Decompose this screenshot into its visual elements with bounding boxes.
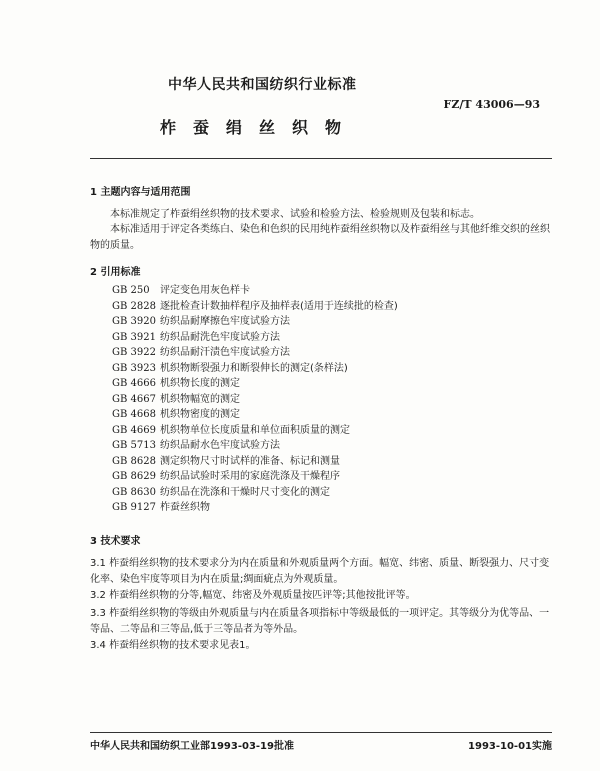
reference-title: 机织物密度的测定 (160, 409, 240, 420)
reference-title: 机织物单位长度质量和单位面积质量的测定 (160, 424, 350, 436)
reference-title: 纺织品耐摩擦色牢度试验方法 (160, 316, 290, 327)
reference-item (112, 500, 398, 516)
reference-item (112, 299, 398, 315)
reference-code: GB 8628 (112, 455, 156, 467)
reference-item (112, 283, 398, 299)
reference-title: 纺织品耐洗色牢度试验方法 (160, 331, 280, 343)
document-title: 柞蚕绢丝织物 (160, 118, 359, 137)
clause-3-2: 3.2 柞蚕绢丝织物的分等,幅宽、纬密及外观质量按匹评等;其他按批评等。 (90, 590, 416, 601)
reference-title: 机织物断裂强力和断裂伸长的测定(条样法) (160, 362, 348, 374)
reference-title: 测定织物尺寸时试样的准备、标记和测量 (160, 455, 340, 467)
reference-list (112, 283, 398, 516)
reference-item (112, 361, 398, 377)
reference-code: GB 3920 (112, 316, 156, 327)
reference-title: 评定变色用灰色样卡 (160, 285, 250, 296)
clause-3-1: 3.1 柞蚕绢丝织物的技术要求分为内在质量和外观质量两个方面。幅宽、纬密、质量、断裂强力、尺寸变化率、染色牢度等项目为内在质量;绸面疵点为外观质量。 (90, 558, 550, 585)
reference-code: GB 3922 (112, 347, 156, 358)
reference-title: 逐批检查计数抽样程序及抽样表(适用于连续批的检查) (160, 300, 398, 312)
reference-item (112, 454, 398, 470)
section-2-heading: 2 引用标准 (90, 267, 141, 278)
reference-code: GB 4669 (112, 424, 156, 436)
section-1-paragraph-2: 本标准适用于评定各类练白、染色和色织的民用纯柞蚕绢丝织物以及柞蚕绢丝与其他纤维交织的丝织物的质量。 (90, 224, 550, 251)
reference-title: 柞蚕丝织物 (160, 502, 210, 513)
reference-item (112, 438, 398, 454)
reference-code: GB 4666 (112, 378, 156, 389)
reference-title: 机织物幅宽的测定 (160, 393, 240, 405)
reference-title: 纺织品试验时采用的家庭洗涤及干燥程序 (160, 471, 340, 482)
reference-code: GB 250 (112, 285, 150, 296)
reference-code: GB 8630 (112, 486, 156, 498)
reference-item (112, 423, 398, 439)
reference-item (112, 392, 398, 408)
approval-line: 中华人民共和国纺织工业部1993-03-19批准 (90, 741, 294, 752)
reference-item (112, 314, 398, 330)
section-1-paragraph-1: 本标准规定了柞蚕绢丝织物的技术要求、试验和检验方法、检验规则及包装和标志。 (110, 209, 480, 220)
standard-number: FZ/T 43006—93 (443, 98, 540, 111)
reference-item (112, 345, 398, 361)
org-title: 中华人民共和国纺织行业标准 (168, 77, 357, 93)
reference-item (112, 407, 398, 423)
reference-code: GB 8629 (112, 471, 156, 482)
section-3-heading: 3 技术要求 (90, 536, 141, 547)
reference-code: GB 3921 (112, 331, 156, 343)
reference-title: 纺织品耐水色牢度试验方法 (160, 440, 280, 451)
reference-code: GB 5713 (112, 440, 156, 451)
reference-item (112, 485, 398, 501)
reference-title: 机织物长度的测定 (160, 378, 240, 389)
reference-code: GB 4667 (112, 393, 156, 405)
effective-date: 1993-10-01实施 (468, 741, 552, 752)
reference-item (112, 376, 398, 392)
reference-title: 纺织品在洗涤和干燥时尺寸变化的测定 (160, 486, 330, 498)
clause-3-3: 3.3 柞蚕绢丝织物的等级由外观质量与内在质量各项指标中等级最低的一项评定。其等级分为优等品、一等品、二等品和三等品,低于三等品者为等外品。 (90, 608, 550, 635)
reference-code: GB 2828 (112, 300, 156, 312)
reference-item (112, 330, 398, 346)
top-rule (90, 158, 552, 159)
section-1-heading: 1 主题内容与适用范围 (90, 187, 191, 198)
bottom-rule (90, 732, 552, 733)
reference-title: 纺织品耐汗渍色牢度试验方法 (160, 347, 290, 358)
reference-code: GB 4668 (112, 409, 156, 420)
reference-item (112, 469, 398, 485)
reference-code: GB 3923 (112, 362, 156, 374)
clause-3-4: 3.4 柞蚕绢丝织物的技术要求见表1。 (90, 640, 256, 651)
reference-code: GB 9127 (112, 502, 156, 513)
